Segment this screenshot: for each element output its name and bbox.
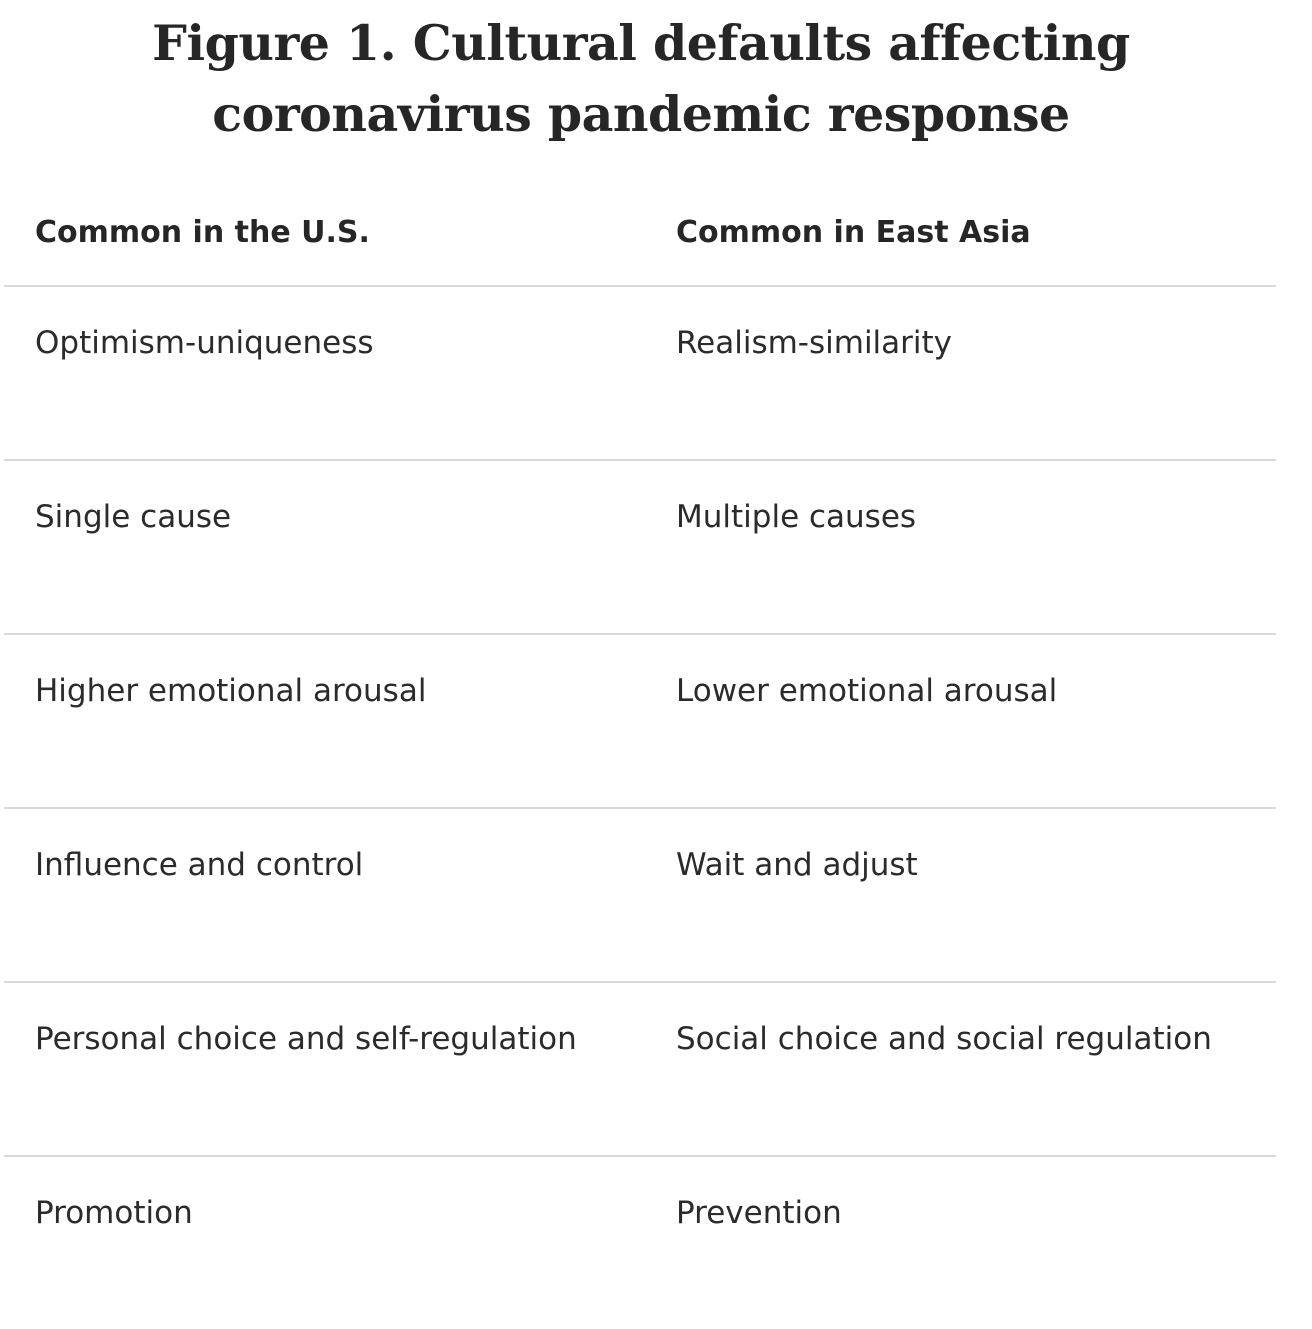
cell-east-asia: Lower emotional arousal	[676, 673, 1058, 709]
cell-us: Single cause	[35, 499, 232, 535]
cell-us: Optimism-uniqueness	[35, 325, 374, 361]
cell-east-asia: Social choice and social regulation	[676, 1021, 1212, 1057]
table-row	[4, 461, 1276, 635]
comparison-table	[4, 180, 1276, 1329]
cell-east-asia: Realism-similarity	[676, 325, 953, 361]
table-row	[4, 983, 1276, 1157]
cell-us: Promotion	[35, 1195, 193, 1231]
table-row	[4, 809, 1276, 983]
column-header-east-asia: Common in East Asia	[676, 215, 1031, 250]
figure-title-line-2: coronavirus pandemic response	[212, 85, 1070, 143]
cell-east-asia: Multiple causes	[676, 499, 917, 535]
table-row	[4, 1157, 1276, 1329]
figure-title	[0, 8, 1282, 150]
cell-east-asia: Wait and adjust	[676, 847, 918, 883]
cell-us: Influence and control	[35, 847, 364, 883]
table-row	[4, 635, 1276, 809]
cell-us: Higher emotional arousal	[35, 673, 427, 709]
column-header-us: Common in the U.S.	[35, 215, 370, 250]
cell-us: Personal choice and self-regulation	[35, 1021, 577, 1057]
table-row	[4, 287, 1276, 461]
cell-east-asia: Prevention	[676, 1195, 842, 1231]
table-header-row	[4, 180, 1276, 287]
figure-title-line-1: Figure 1. Cultural defaults affecting	[152, 14, 1130, 72]
